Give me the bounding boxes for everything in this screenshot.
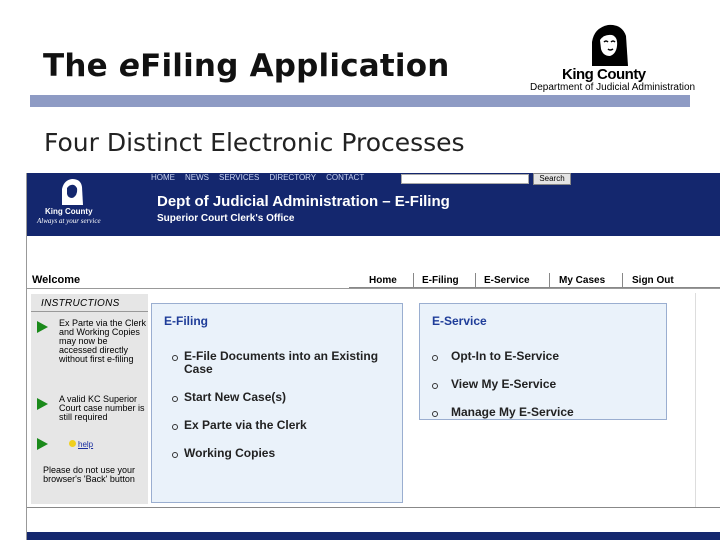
bullet-icon xyxy=(432,383,438,389)
bullet-icon xyxy=(432,411,438,417)
divider xyxy=(27,507,720,508)
ex-parte-link[interactable]: Ex Parte via the Clerk xyxy=(184,418,307,432)
sub-nav-efiling[interactable]: E-Filing xyxy=(422,275,459,286)
king-county-logo xyxy=(528,22,703,102)
title-prefix: The xyxy=(43,48,119,84)
help-icon xyxy=(69,440,76,447)
bullet-icon xyxy=(172,355,178,361)
site-logo-tagline: Always at your service xyxy=(37,217,101,225)
divider xyxy=(475,273,476,287)
king-county-portrait-icon xyxy=(586,22,632,66)
sub-nav-home[interactable]: Home xyxy=(369,275,397,286)
view-eservice-link[interactable]: View My E-Service xyxy=(451,377,557,391)
sub-nav-eservice[interactable]: E-Service xyxy=(484,275,530,286)
instructions-title: INSTRUCTIONS xyxy=(41,298,120,309)
instruction-item: Ex Parte via the Clerk and Working Copies may now be accessed directly without first e-filing xyxy=(59,318,147,364)
top-nav xyxy=(151,173,364,182)
sub-nav xyxy=(349,272,720,288)
bullet-icon xyxy=(172,396,178,402)
working-copies-link[interactable]: Working Copies xyxy=(184,446,276,460)
slide-subtitle: Four Distinct Electronic Processes xyxy=(44,128,465,157)
site-subtitle: Superior Court Clerk's Office xyxy=(157,213,295,224)
divider xyxy=(622,273,623,287)
divider xyxy=(31,311,148,312)
help-link[interactable]: help xyxy=(78,440,94,449)
title-suffix: Filing Application xyxy=(140,48,450,84)
start-new-case-link[interactable]: Start New Case(s) xyxy=(184,390,287,404)
site-logo-name: King County xyxy=(45,207,93,216)
top-nav-home[interactable]: HOME xyxy=(151,173,175,182)
manage-eservice-link[interactable]: Manage My E-Service xyxy=(451,405,574,419)
search-input[interactable] xyxy=(401,174,529,184)
eservice-panel-title: E-Service xyxy=(432,314,487,328)
welcome-heading: Welcome xyxy=(32,274,81,286)
site-logo[interactable] xyxy=(33,175,125,231)
bullet-icon xyxy=(172,424,178,430)
top-nav-services[interactable]: SERVICES xyxy=(219,173,260,182)
search-button[interactable]: Search xyxy=(533,173,571,185)
king-county-portrait-icon xyxy=(59,177,85,205)
site-title: Dept of Judicial Administration – E-Filing xyxy=(157,193,450,210)
slide-title xyxy=(43,48,450,84)
bullet-icon xyxy=(172,452,178,458)
instruction-item: A valid KC Superior Court case number is still required xyxy=(59,394,145,422)
efile-existing-case-link[interactable]: E-File Documents into an Existing Case xyxy=(184,349,379,376)
site-footer-bar xyxy=(27,532,720,540)
green-arrow-icon xyxy=(37,438,48,450)
instructions-sidebar xyxy=(31,294,148,504)
divider xyxy=(27,288,720,289)
top-nav-contact[interactable]: CONTACT xyxy=(326,173,365,182)
top-nav-directory[interactable]: DIRECTORY xyxy=(269,173,317,182)
divider xyxy=(695,293,696,508)
top-nav-news[interactable]: NEWS xyxy=(185,173,209,182)
efiling-web-page xyxy=(26,173,720,540)
divider xyxy=(413,273,414,287)
logo-department: Department of Judicial Administration xyxy=(530,82,696,93)
bullet-icon xyxy=(432,355,438,361)
opt-in-eservice-link[interactable]: Opt-In to E-Service xyxy=(451,349,560,363)
green-arrow-icon xyxy=(37,398,48,410)
back-button-warning: Please do not use your browser's 'Back' button xyxy=(42,465,136,484)
sub-nav-sign-out[interactable]: Sign Out xyxy=(632,275,674,286)
logo-name: King County xyxy=(562,66,646,83)
efiling-panel-title: E-Filing xyxy=(164,314,208,328)
site-header xyxy=(27,173,720,236)
title-emphasis: e xyxy=(118,48,141,84)
eservice-panel xyxy=(419,303,667,420)
divider xyxy=(549,273,550,287)
efiling-panel xyxy=(151,303,403,503)
green-arrow-icon xyxy=(37,321,48,333)
sub-nav-my-cases[interactable]: My Cases xyxy=(559,275,606,286)
